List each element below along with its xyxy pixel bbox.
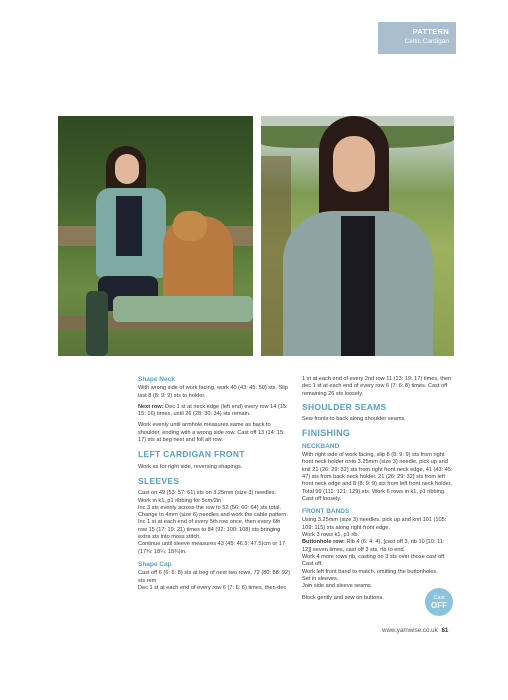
dark-top [341, 216, 375, 356]
page-number: 81 [441, 627, 449, 634]
paragraph [302, 539, 454, 554]
paragraph: Inc 1 st at each end of every 5th row once, then every 6th row 15 (17: 19: 21) times to 84 (92: 100: 108) sts bringing extra sts into moss stitch. [138, 519, 281, 541]
heading-sleeves: SLEEVES [138, 475, 180, 486]
left-column [138, 376, 290, 596]
paragraph: 1 st at each end of every 2nd row 11 (13: 19: 17) times, then dec 1 st at each end of every row 6 (7: 6: 8) times. Cast off remaining 26 sts loosely. [302, 376, 452, 397]
paragraph: Set in sleeves. [302, 575, 339, 582]
paragraph: Block gently and sew on buttons. [302, 595, 384, 602]
face [333, 136, 375, 192]
photo-woman-in-field [261, 116, 454, 356]
bold-label: Next row: [138, 403, 164, 410]
heading-front-bands: FRONT BANDS [302, 508, 350, 516]
boot [86, 291, 108, 356]
dog-head [173, 211, 207, 241]
paragraph: Cast on 49 (53: 57: 61) sts on 3.25mm (size 3) needles. [138, 490, 277, 497]
paragraph: Change to 4mm (size 6) needles and work the cable pattern. [138, 512, 288, 519]
photo-woman-with-dog [58, 116, 253, 356]
heading-neckband: NECKBAND [302, 442, 340, 450]
bold-label: Buttonhole row: [302, 539, 345, 546]
paragraph: With right side of work facing, slip 8 (8: 9: 9) sts from right front neck holder onto 3.25mm (size 3) needle, pick up and knit 21 (26: 29: 32) sts from right front neck edge, 41 (43: 45: 47) sts from back neck holder, 21 (26: 29: 32) sts from left front neck edge and 8 (8: 9: 9) sts from left front neck holder. Total 99 (111: 121: 129) sts. Work 6 rows in k1, p1 ribbing. Cast off loosely. [302, 452, 453, 502]
paragraph: Continue until sleeve measures 43 (45: 46.5: 47.5)cm or 17 (17¾: 18¼: 18¾)in. [138, 541, 286, 555]
paragraph: Work left front band to match, omitting the buttonholes. [302, 568, 438, 575]
cast-off-badge [425, 588, 453, 616]
paragraph: Work 3 rows k1, p1 rib. [302, 532, 360, 539]
paragraph: With wrong side of work facing, work 40 (43: 45: 50) sts. Slip last 8 (8: 9: 9) sts to holder. [138, 385, 288, 399]
face [115, 154, 139, 184]
heading-shape-neck: Shape Neck [138, 376, 175, 383]
paragraph: Sew fronts to back along shoulder seams. [302, 416, 406, 423]
paragraph: Work 4 more rows rib, casting on 3 sts over those cast off. Cast off. [302, 553, 446, 568]
paragraph: Work in k1, p1 ribbing for 5cm/2in. [138, 497, 223, 504]
paragraph: Using 3.25mm (size 3) needles, pick up and knit 101 (105: 109: 115) sts along right front edge. [302, 517, 447, 531]
pattern-header-tab [378, 22, 456, 54]
paragraph: Dec 1 st at each end of every row 6 (7: 6: 6) times, then dec [138, 584, 287, 591]
heading-finishing: FINISHING [302, 428, 351, 439]
paragraph: Inc 3 sts evenly across the row to 52 (56: 60: 64) sts total. [138, 504, 282, 511]
right-column [302, 376, 454, 607]
paragraph: Work evenly until armhole measures same as back to shoulder, ending with a wrong side row. Cast off 13 (14: 15: 17) sts at beg next and foll alt row. [138, 422, 285, 444]
page-footer [382, 627, 448, 634]
paragraph: Work as for right side, reversing shapings. [138, 463, 243, 470]
badge-line1: Cast [433, 595, 445, 601]
heading-shoulder-seams: SHOULDER SEAMS [302, 401, 387, 412]
tab-subtitle: Celtic Cardigan [404, 38, 449, 45]
tab-title: PATTERN [412, 27, 449, 36]
footer-url: www.yarnwise.co.uk [382, 627, 438, 634]
paragraph: Cast off 6 (6: 6: 8) sts at beg of next two rows. 72 (80: 88: 92) sts rem [138, 570, 290, 584]
heading-shape-cap: Shape Cap [138, 560, 172, 568]
text: Rib 4 (6: 4: 4), [cast off 3, rib 10 [10: 11: 12]] seven times, cast off 3 sts, rib to end. [302, 539, 445, 553]
blanket [113, 296, 253, 322]
heading-left-cardigan-front: LEFT CARDIGAN FRONT [138, 449, 245, 460]
badge-line2: OFF [431, 601, 447, 610]
paragraph [138, 404, 290, 419]
paragraph: Join side and sleeve seams. [302, 583, 373, 590]
dark-top [116, 196, 142, 256]
text: Dec 1 st at neck edge (left end) every row 14 (15: 15: 16) times, until 26 (28: 30: 34) sts remain. [138, 403, 288, 418]
